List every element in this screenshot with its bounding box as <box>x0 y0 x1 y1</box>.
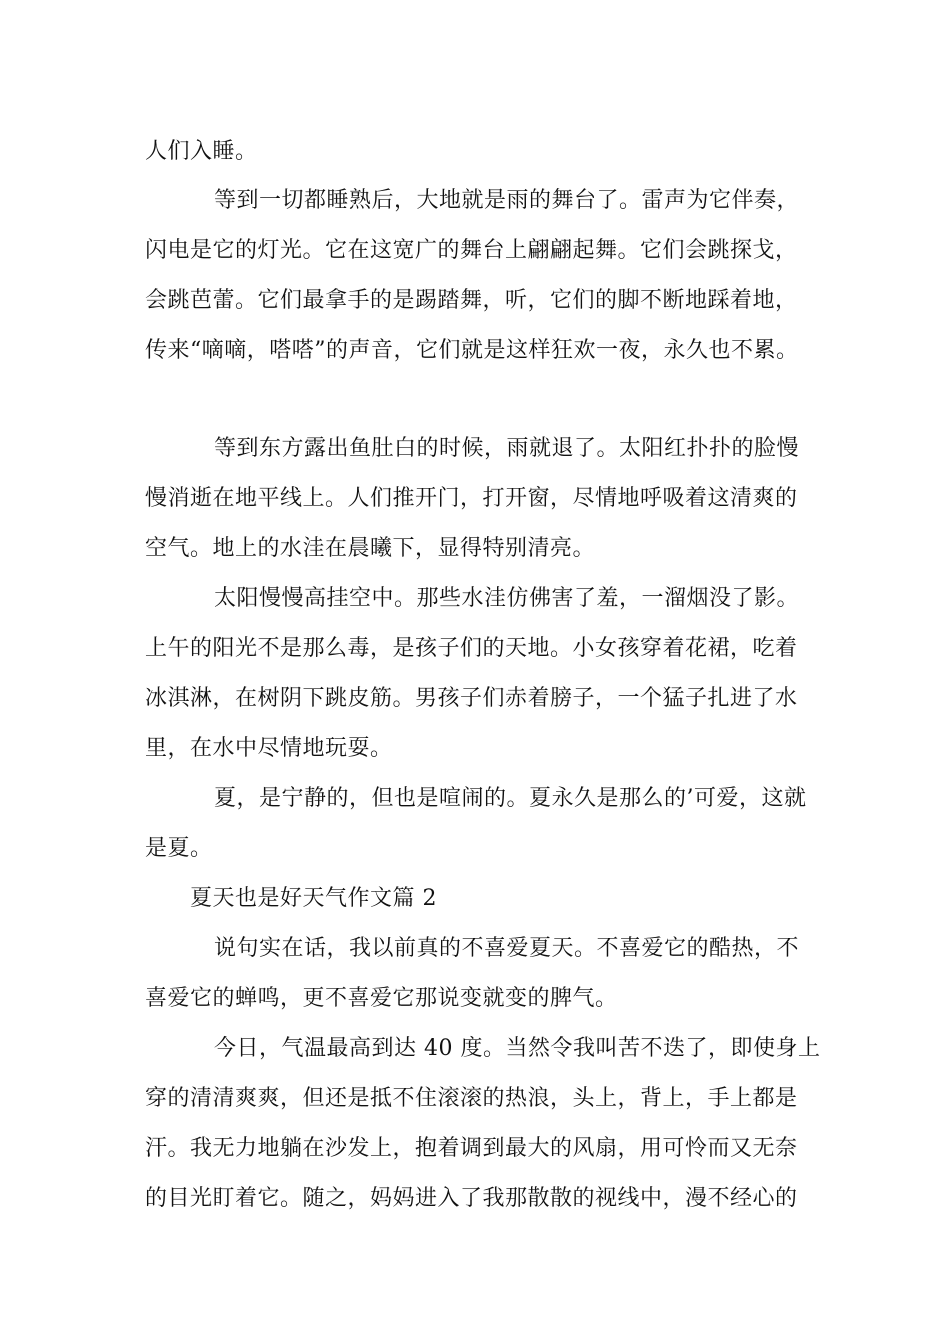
text-line: 传来“嘀嘀，嗒嗒”的声音，它们就是这样狂欢一夜，永久也不累。 <box>145 338 799 363</box>
text-line: 里，在水中尽情地玩耍。 <box>145 736 393 761</box>
paragraph-first-line: 太阳慢慢高挂空中。那些水洼仿佛害了羞，一溜烟没了影。 <box>214 586 800 611</box>
text-line: 冰淇淋，在树阴下跳皮筋。男孩子们赤着膀子，一个猛子扎进了水 <box>145 686 798 711</box>
text-line: 上午的阳光不是那么毒，是孩子们的天地。小女孩穿着花裙，吃着 <box>145 636 798 661</box>
text-line: 的目光盯着它。随之，妈妈进入了我那散散的视线中，漫不经心的 <box>145 1186 798 1211</box>
paragraph-first-line: 等到一切都睡熟后，大地就是雨的舞台了。雷声为它伴奏， <box>214 188 800 213</box>
text-line: 汗。我无力地躺在沙发上，抱着调到最大的风扇，用可怜而又无奈 <box>145 1136 798 1161</box>
text-line: 穿的清清爽爽，但还是抵不住滚滚的热浪，头上，背上，手上都是 <box>145 1086 798 1111</box>
paragraph-first-line: 等到东方露出鱼肚白的时候，雨就退了。太阳红扑扑的脸慢 <box>214 436 800 461</box>
paragraph-first-line: 今日，气温最高到达 40 度。当然令我叫苦不迭了，即使身上 <box>214 1036 821 1061</box>
paragraph-first-line: 说句实在话，我以前真的不喜爱夏天。不喜爱它的酷热，不 <box>214 936 800 961</box>
section-heading: 夏天也是好天气作文篇 2 <box>190 886 437 911</box>
text-line: 闪电是它的灯光。它在这宽广的舞台上翩翩起舞。它们会跳探戈， <box>145 238 798 263</box>
text-line: 是夏。 <box>145 836 213 861</box>
text-line: 喜爱它的蝉鸣，更不喜爱它那说变就变的脾气。 <box>145 986 618 1011</box>
text-line: 会跳芭蕾。它们最拿手的是踢踏舞，听，它们的脚不断地踩着地， <box>145 288 798 313</box>
text-line: 空气。地上的水洼在晨曦下，显得特别清亮。 <box>145 536 596 561</box>
paragraph-first-line: 夏，是宁静的，但也是喧闹的。夏永久是那么的’可爱，这就 <box>214 786 807 811</box>
text-line: 人们入睡。 <box>145 139 258 164</box>
text-line: 慢消逝在地平线上。人们推开门，打开窗，尽情地呼吸着这清爽的 <box>145 486 798 511</box>
